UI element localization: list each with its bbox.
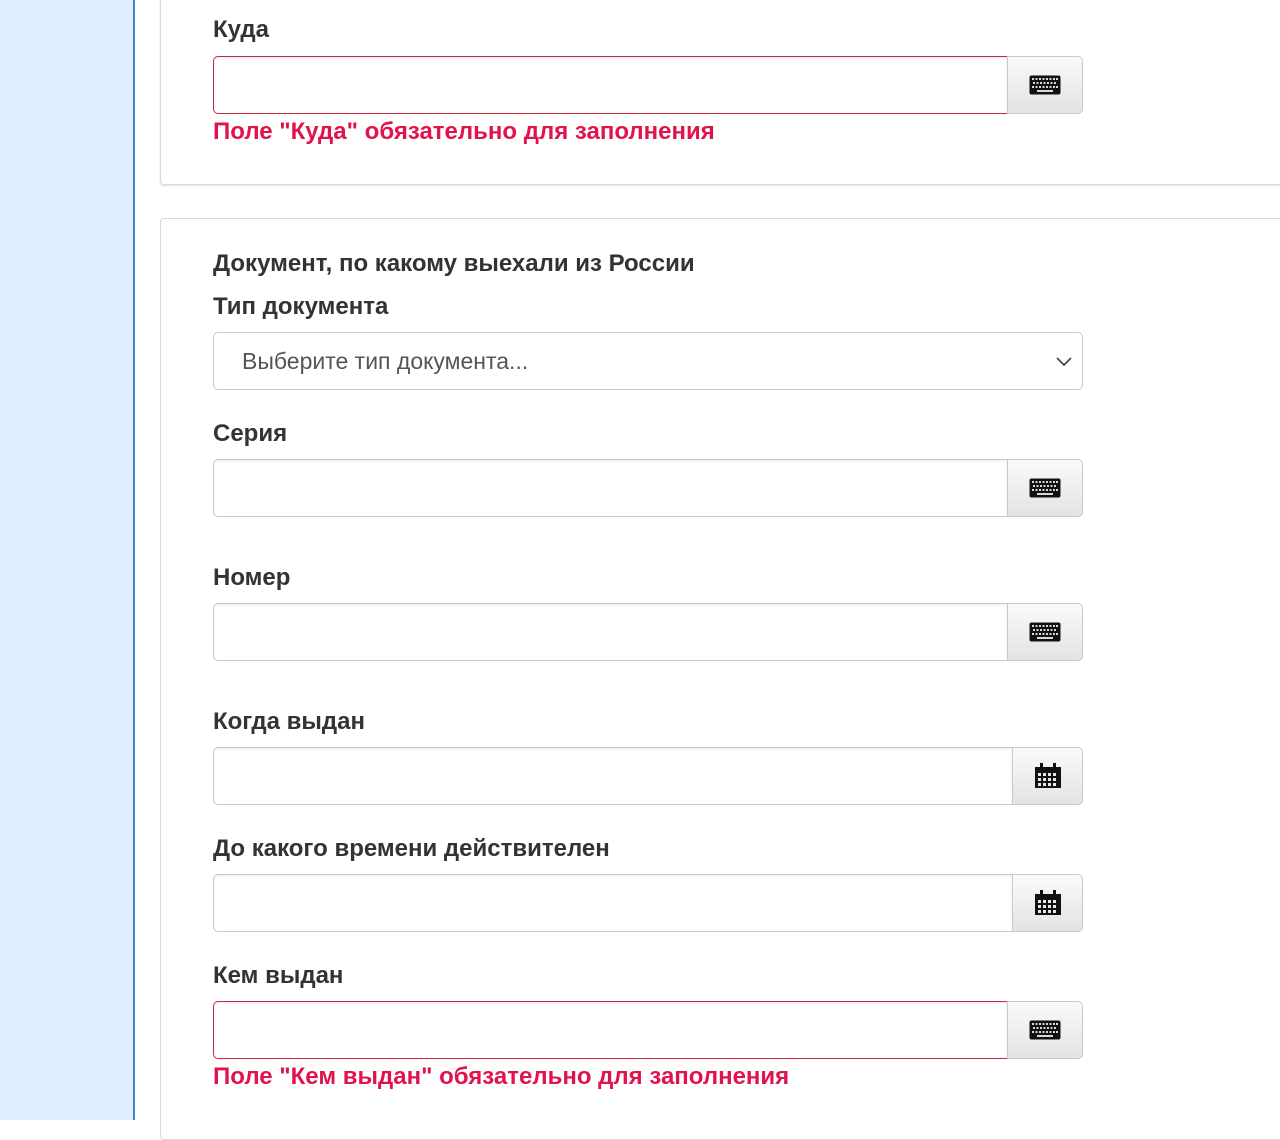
series-input-group — [213, 459, 1083, 517]
doc-type-label: Тип документа — [213, 293, 389, 320]
calendar-icon — [1034, 763, 1062, 789]
number-input-group — [213, 603, 1083, 661]
number-label: Номер — [213, 564, 291, 591]
valid-until-input-group — [213, 874, 1083, 932]
keyboard-icon — [1029, 478, 1061, 498]
destination-input[interactable] — [213, 56, 1007, 114]
left-sidebar — [0, 0, 135, 1120]
doc-type-selected-value: Выберите тип документа... — [242, 347, 529, 374]
keyboard-icon — [1029, 75, 1061, 95]
number-input[interactable] — [213, 603, 1007, 661]
valid-until-label: До какого времени действителен — [213, 835, 610, 862]
issued-by-error: Поле "Кем выдан" обязательно для заполнения — [213, 1063, 790, 1090]
doc-type-select[interactable] — [213, 332, 1083, 390]
calendar-icon — [1034, 890, 1062, 916]
issued-by-label: Кем выдан — [213, 962, 344, 989]
issued-date-label: Когда выдан — [213, 708, 365, 735]
issued-by-input[interactable] — [213, 1001, 1007, 1059]
issued-date-calendar-button[interactable] — [1012, 747, 1083, 805]
issued-by-keyboard-button[interactable] — [1007, 1001, 1083, 1059]
issued-date-input-group — [213, 747, 1083, 805]
destination-label: Куда — [213, 16, 269, 43]
keyboard-icon — [1029, 622, 1061, 642]
valid-until-input[interactable] — [213, 874, 1012, 932]
number-keyboard-button[interactable] — [1007, 603, 1083, 661]
series-label: Серия — [213, 420, 288, 447]
issued-date-input[interactable] — [213, 747, 1012, 805]
series-input[interactable] — [213, 459, 1007, 517]
chevron-down-icon — [1054, 351, 1074, 371]
keyboard-icon — [1029, 1020, 1061, 1040]
valid-until-calendar-button[interactable] — [1012, 874, 1083, 932]
issued-by-input-group — [213, 1001, 1083, 1059]
destination-input-group — [213, 56, 1083, 114]
destination-keyboard-button[interactable] — [1007, 56, 1083, 114]
destination-error: Поле "Куда" обязательно для заполнения — [213, 118, 715, 145]
series-keyboard-button[interactable] — [1007, 459, 1083, 517]
document-section-title: Документ, по какому выехали из России — [213, 250, 695, 277]
